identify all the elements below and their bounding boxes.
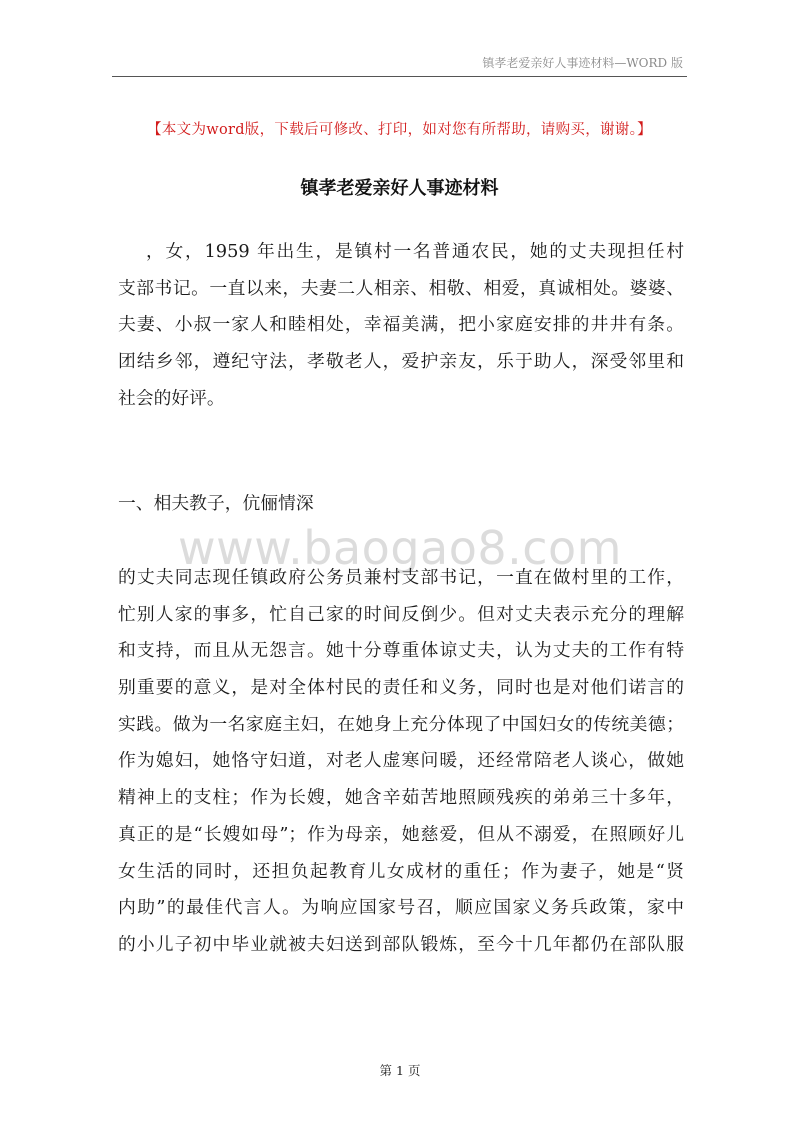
paragraph-line: 忙别人家的事多，忙自己家的时间反倒少。但对丈夫表示充分的理解: [118, 603, 684, 625]
intro-paragraph: [118, 234, 684, 417]
page-header: [112, 50, 687, 77]
paragraph-line: 真正的是“长嫂如母”；作为母亲，她慈爱，但从不溺爱，在照顾好儿: [118, 823, 684, 845]
paragraph-line: 作为媳妇，她恪守妇道，对老人虚寒问暖，还经常陪老人谈心，做她: [118, 750, 684, 772]
section-paragraph: [118, 560, 684, 964]
document-title: 镇孝老爱亲好人事迹材料: [300, 178, 499, 199]
paragraph-line: ，女，1959 年出生，是镇村一名普通农民，她的丈夫现担任村: [146, 241, 684, 262]
watermark: www.baogao8.com: [178, 521, 622, 575]
download-notice: 【本文为word版，下载后可修改、打印，如对您有所帮助，请购买，谢谢。】: [147, 122, 652, 138]
page-number: 第 1 页: [379, 1063, 421, 1078]
paragraph-line: 的丈夫同志现任镇政府公务员兼村支部书记，一直在做村里的工作，: [118, 567, 684, 588]
paragraph-line: 实践。做为一名家庭主妇，在她身上充分体现了中国妇女的传统美德；: [118, 713, 684, 735]
paragraph-line: 女生活的同时，还担负起教育儿女成材的重任；作为妻子，她是“贤: [118, 860, 684, 882]
paragraph-line: 支部书记。一直以来，夫妻二人相亲、相敬、相爱，真诚相处。婆婆、: [118, 277, 684, 299]
paragraph-line: 和支持，而且从无怨言。她十分尊重体谅丈夫，认为丈夫的工作有特: [118, 640, 684, 662]
paragraph-line: 社会的好评。: [118, 387, 225, 409]
paragraph-line: 团结乡邻，遵纪守法，孝敬老人，爱护亲友，乐于助人，深受邻里和: [118, 351, 684, 373]
header-title: 镇孝老爱亲好人事迹材料—WORD 版: [482, 56, 683, 70]
section-heading: 一、相夫教子，伉俪情深: [118, 493, 314, 514]
paragraph-line: 别重要的意义，是对全体村民的责任和义务，同时也是对他们诺言的: [118, 677, 684, 699]
paragraph-line: 的小儿子初中毕业就被夫妇送到部队锻炼，至今十几年都仍在部队服: [118, 933, 684, 955]
paragraph-line: 内助”的最佳代言人。为响应国家号召，顺应国家义务兵政策，家中: [118, 897, 684, 919]
paragraph-line: 夫妻、小叔一家人和睦相处，幸福美满，把小家庭安排的井井有条。: [118, 314, 684, 336]
paragraph-line: 精神上的支柱；作为长嫂，她含辛茹苦地照顾残疾的弟弟三十多年，: [118, 787, 684, 809]
